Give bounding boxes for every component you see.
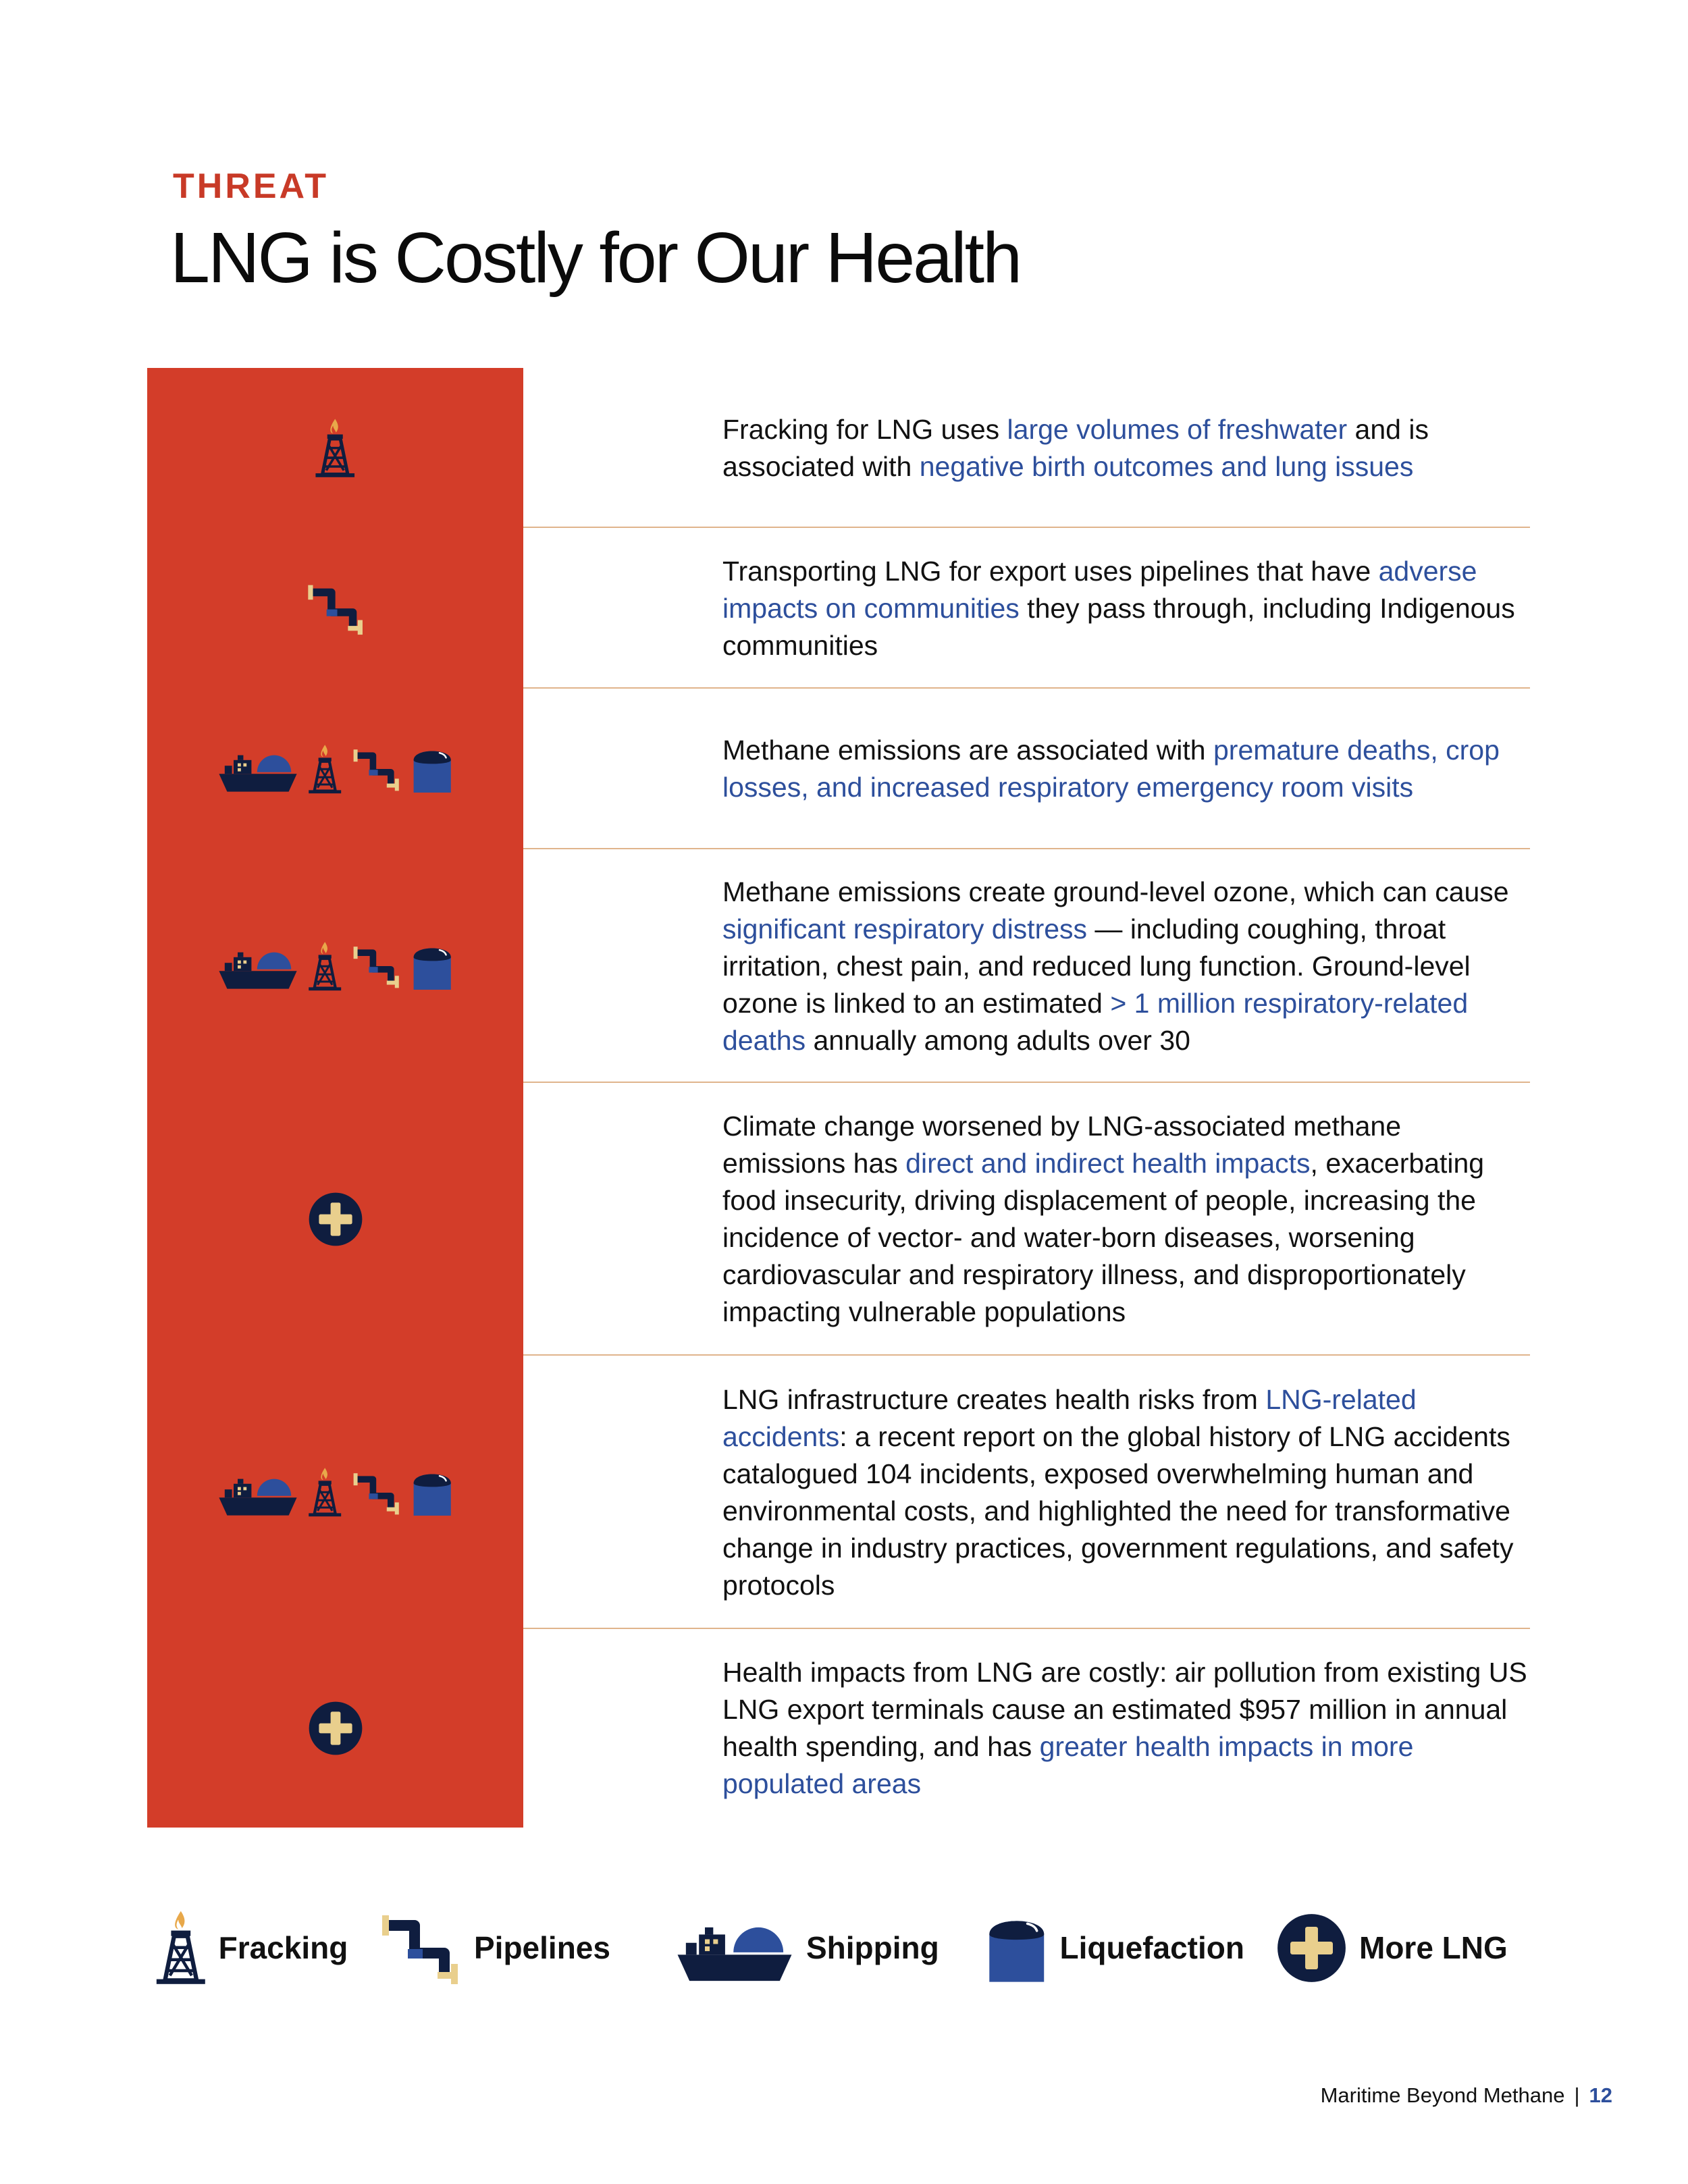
row-text-segment: Fracking for LNG uses: [722, 413, 1007, 445]
row-text-segment: annually among adults over 30: [806, 1024, 1190, 1056]
threat-row: [147, 849, 1530, 1083]
tank-icon: [411, 941, 453, 991]
legend-label: More LNG: [1359, 1930, 1508, 1965]
pipeline-icon: [378, 1907, 462, 1988]
highlight-link[interactable]: > 1 million respiratory-related deaths: [722, 987, 1469, 1056]
tank-icon: [411, 1467, 453, 1517]
threat-row: [147, 1356, 1530, 1629]
highlight-link[interactable]: premature deaths, crop losses, and increased respiratory emergency room visits: [722, 735, 1500, 803]
tank-icon: [411, 744, 453, 794]
row-text-segment: LNG infrastructure creates health risks from: [722, 1383, 1266, 1415]
plus-icon: [1276, 1913, 1347, 1983]
legend-item: [675, 1887, 939, 2008]
row-icon-group: [147, 849, 523, 1083]
row-text: [722, 553, 1530, 664]
pipeline-icon: [305, 579, 365, 637]
row-text: [722, 1654, 1530, 1803]
footer-separator: |: [1574, 2083, 1580, 2107]
threat-row: [147, 1083, 1530, 1356]
ship-icon: [217, 942, 298, 990]
ship-icon: [217, 745, 298, 793]
page-footer: [1321, 2083, 1612, 2108]
plus-icon: [308, 1192, 363, 1247]
row-text: [722, 874, 1530, 1059]
section-kicker: THREAT: [173, 167, 329, 206]
row-text-segment: — including coughing, throat irritation, chest pain, and reduced lung function. Ground-level ozone is linked to an estimated: [722, 913, 1471, 1019]
highlight-link[interactable]: large volumes of freshwater: [1007, 413, 1348, 445]
legend-item: [986, 1887, 1244, 2008]
page-number: 12: [1589, 2083, 1612, 2107]
row-icon-group: [147, 528, 523, 689]
publication-name: Maritime Beyond Methane: [1320, 2083, 1565, 2107]
row-text-segment: they pass through, including Indigenous communities: [722, 592, 1515, 661]
tank-icon: [986, 1911, 1048, 1984]
legend-label: Liquefaction: [1059, 1930, 1244, 1965]
fracking-icon: [308, 941, 342, 991]
fracking-icon: [308, 1467, 342, 1517]
pipeline-icon: [351, 942, 401, 990]
icon-legend: [155, 1887, 1539, 2008]
highlight-link[interactable]: adverse impacts on communities: [722, 555, 1477, 624]
legend-label: Fracking: [218, 1930, 348, 1965]
highlight-link[interactable]: significant respiratory distress: [722, 913, 1088, 944]
ship-icon: [217, 1468, 298, 1517]
row-text-segment: Methane emissions are associated with: [722, 735, 1213, 766]
pipeline-icon: [351, 745, 401, 793]
highlight-link[interactable]: direct and indirect health impacts: [905, 1148, 1311, 1179]
page-title: LNG is Costly for Our Health: [170, 218, 1021, 298]
row-text: [722, 732, 1530, 806]
fracking-icon: [308, 744, 342, 794]
highlight-link[interactable]: negative birth outcomes and lung issues: [919, 450, 1414, 482]
row-text-segment: , exacerbating food insecurity, driving displacement of people, increasing the incidence of vector- and water-born diseases, worsening cardiovascular and respiratory illness, and disproportionately impacting vulnerable populations: [722, 1148, 1485, 1327]
row-text-segment: Transporting LNG for export uses pipelines that have: [722, 555, 1379, 587]
legend-item: [378, 1887, 610, 2008]
row-text: [722, 1108, 1530, 1331]
row-text-segment: Climate change worsened by LNG-associated methane emissions has: [722, 1111, 1402, 1179]
row-text-segment: Health impacts from LNG are costly: air pollution from existing US LNG export terminals cause an estimated $957 million in annual health spending, and has: [722, 1657, 1527, 1762]
highlight-link[interactable]: greater health impacts in more populated areas: [722, 1731, 1414, 1799]
row-text-segment: : a recent report on the global history of LNG accidents catalogued 104 incidents, exposed overwhelming human and environmental costs, and highlighted the need for transformative change in industry practices, government regulations, and safety protocols: [722, 1420, 1514, 1601]
row-text: [722, 1381, 1530, 1604]
row-icon-group: [147, 689, 523, 849]
row-text-segment: and is associated with: [722, 413, 1429, 482]
legend-item: [155, 1887, 348, 2008]
row-icon-group: [147, 1629, 523, 1828]
row-icon-group: [147, 1083, 523, 1356]
row-text-segment: Methane emissions create ground-level ozone, which can cause: [722, 876, 1509, 907]
highlight-link[interactable]: LNG-related accidents: [722, 1383, 1417, 1452]
row-icon-group: [147, 368, 523, 528]
row-text: [722, 411, 1530, 485]
legend-label: Pipelines: [474, 1930, 610, 1965]
threat-row: [147, 368, 1530, 528]
fracking-icon: [155, 1910, 207, 1986]
threat-row: [147, 1629, 1530, 1828]
fracking-icon: [315, 418, 355, 478]
plus-icon: [308, 1701, 363, 1756]
row-icon-group: [147, 1356, 523, 1629]
threat-row: [147, 528, 1530, 689]
pipeline-icon: [351, 1468, 401, 1517]
legend-label: Shipping: [806, 1930, 939, 1965]
ship-icon: [675, 1912, 794, 1983]
threat-row: [147, 689, 1530, 849]
legend-item: [1276, 1887, 1508, 2008]
